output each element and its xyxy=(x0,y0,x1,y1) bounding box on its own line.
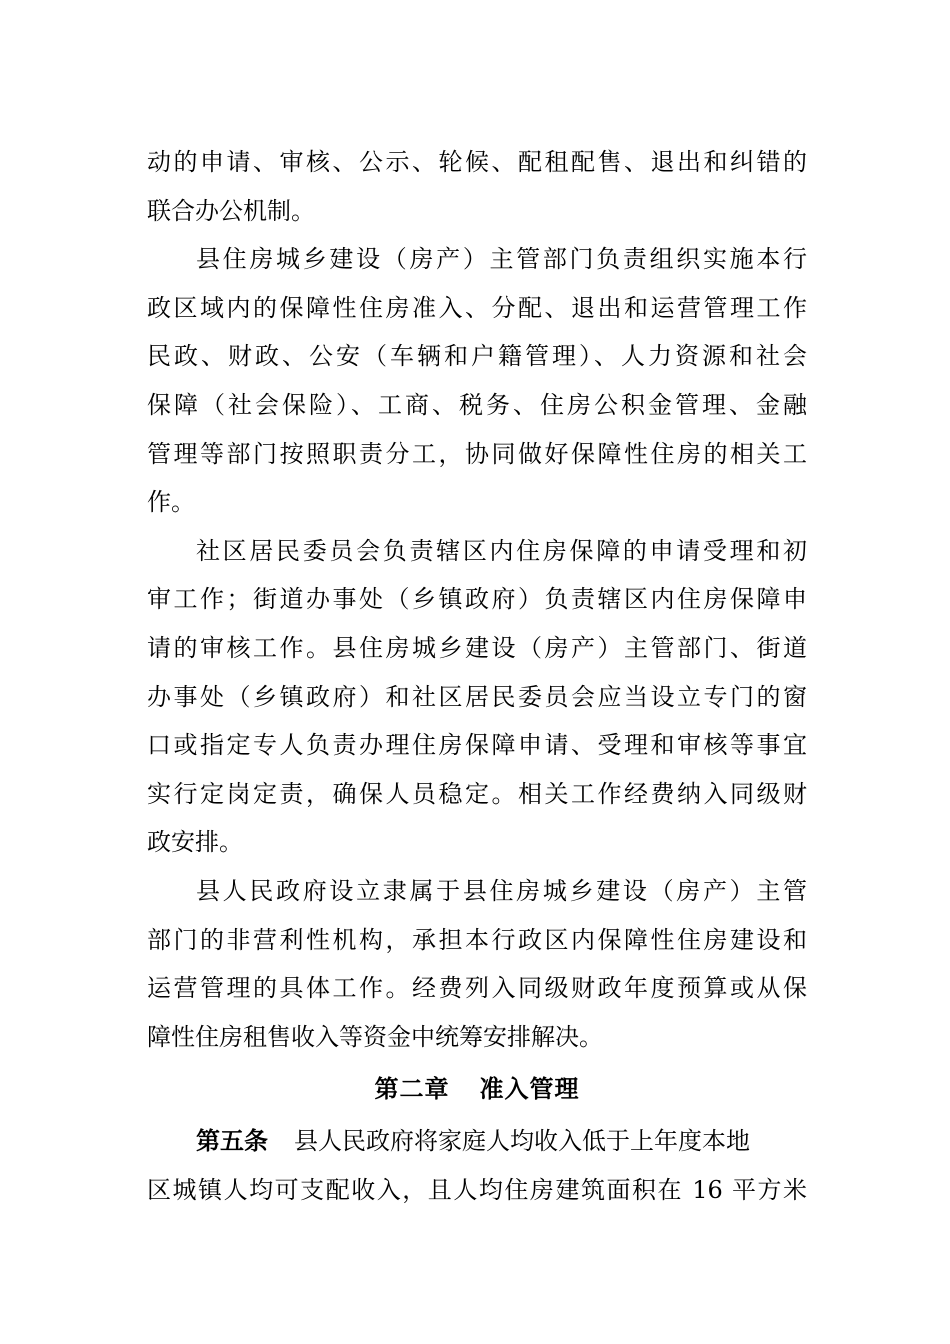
article-text: 县人民政府将家庭人均收入低于上年度本地 xyxy=(294,1127,750,1156)
text-line: 动的申请、审核、公示、轮候、配租配售、退出和纠错的 xyxy=(147,148,807,176)
article-label: 第五条 xyxy=(196,1127,268,1156)
paragraph-3 xyxy=(147,527,807,867)
text-line: 区城镇人均可支配收入，且人均住房建筑面积在 16 平方米 xyxy=(147,1175,807,1204)
text-line: 社区居民委员会负责辖区内住房保障的申请受理和初 xyxy=(196,536,807,565)
text-line: 实行定岗定责，确保人员稳定。相关工作经费纳入同级财 xyxy=(147,779,807,808)
article-5 xyxy=(147,1117,807,1214)
text-line: 审工作；街道办事处（乡镇政府）负责辖区内住房保障申 xyxy=(147,585,807,614)
text-line xyxy=(147,1117,807,1166)
text-line: 联合办公机制。 xyxy=(147,196,315,225)
text-line: 县住房城乡建设（房产）主管部门负责组织实施本行 xyxy=(196,245,807,274)
text-line: 民政、财政、公安（车辆和户籍管理）、人力资源和社会 xyxy=(147,342,807,371)
text-line: 作。 xyxy=(147,488,195,517)
text-line: 政安排。 xyxy=(147,828,243,857)
document-body xyxy=(147,138,807,1214)
text-line: 部门的非营利性机构，承担本行政区内保障性住房建设和 xyxy=(147,925,807,954)
paragraph-1 xyxy=(147,138,807,235)
paragraph-4 xyxy=(147,867,807,1061)
text-line: 管理等部门按照职责分工，协同做好保障性住房的相关工 xyxy=(147,439,807,468)
text-line: 保障（社会保险）、工商、税务、住房公积金管理、金融 xyxy=(147,390,807,419)
chapter-number: 第二章 xyxy=(374,1075,450,1104)
text-line: 口或指定专人负责办理住房保障申请、受理和审核等事宜 xyxy=(147,731,807,760)
text-line: 办事处（乡镇政府）和社区居民委员会应当设立专门的窗 xyxy=(147,682,807,711)
chapter-title: 准入管理 xyxy=(479,1075,580,1104)
text-line: 政区域内的保障性住房准入、分配、退出和运营管理工作 xyxy=(147,293,807,322)
text-line: 障性住房租售收入等资金中统筹安排解决。 xyxy=(147,1022,603,1051)
text-line: 县人民政府设立隶属于县住房城乡建设（房产）主管 xyxy=(196,876,807,905)
chapter-heading xyxy=(147,1064,807,1114)
paragraph-2 xyxy=(147,235,807,527)
text-line: 运营管理的具体工作。经费列入同级财政年度预算或从保 xyxy=(147,974,807,1003)
text-line: 请的审核工作。县住房城乡建设（房产）主管部门、街道 xyxy=(147,633,807,662)
